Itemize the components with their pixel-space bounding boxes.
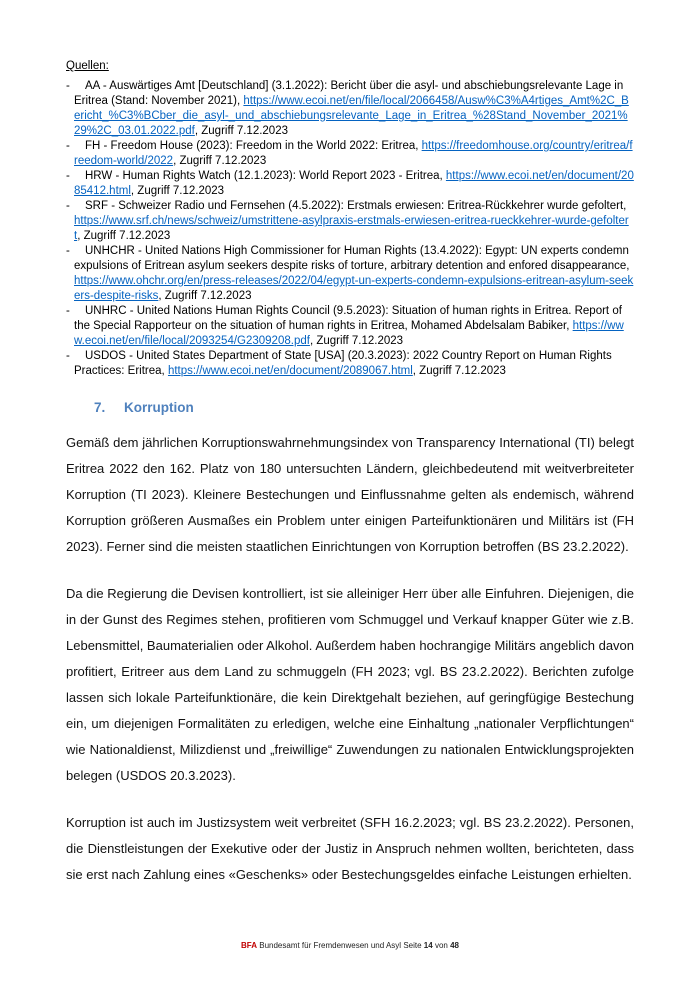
source-text: , Zugriff 7.12.2023: [173, 155, 267, 167]
list-bullet: -: [66, 245, 70, 257]
list-bullet: -: [66, 170, 70, 182]
source-link[interactable]: https://www.ecoi.net/en/file/local/2093254/G2309208.pdf: [74, 320, 624, 347]
source-text: UNHRC - United Nations Human Rights Council (9.5.2023): Situation of human rights in Eritrea. Report of the Special Rapporteur on the situation of human rights in Eritrea, Mohamed Abdelsalam Babiker,: [74, 305, 622, 332]
source-text: , Zugriff 7.12.2023: [309, 335, 404, 347]
paragraph-smuggling: Da die Regierung die Devisen kontrolliert, ist sie alleiniger Herr über alle Einfuhren. Diejenigen, die in der Gunst des Regimes stehen, profitieren vom Schmuggel und Verkauf knapper Güter wie z.B. Lebensmittel, Baumaterialien oder Alkohol. Außerdem haben hochrangige Militärs angeblich davon profitiert, Eritreer aus dem Land zu schmuggeln (FH 2023; vgl. BS 23.2.2022). Berichten zufolge lassen sich lokale Parteifunktionäre, die kein Direktgehalt beziehen, auf geringfügige Bestechung ein, um diejenigen Formalitäten zu erledigen, welche eine Einhaltung „nationaler Verpflichtungen“ wie Nationaldienst, Milizdienst und „freiwillige“ Zuwendungen zu nationalen Entwicklungsprojekten belegen (USDOS 20.3.2023).: [66, 586, 635, 783]
source-link[interactable]: https://www.ohchr.org/en/press-releases/2022/04/egypt-un-experts-condemn-expulsions-eritrean-asylum-seekers-despite-risks: [74, 275, 634, 302]
source-text: AA - Auswärtiges Amt [Deutschland] (3.1.2022): Bericht über die asyl- und abschiebungsrelevante Lage in Eritrea (Stand: November 2021),: [74, 80, 624, 107]
list-bullet: -: [66, 350, 70, 362]
section-number: 7.: [94, 400, 106, 415]
section-title: Korruption: [124, 400, 194, 415]
source-text: HRW - Human Rights Watch (12.1.2023): World Report 2023 - Eritrea,: [85, 170, 446, 182]
source-text: , Zugriff 7.12.2023: [158, 290, 252, 302]
source-text: USDOS - United States Department of State [USA] (20.3.2023): 2022 Country Report on Human Rights Practices: Eritrea,: [74, 350, 612, 377]
source-text: , Zugriff 7.12.2023: [194, 125, 288, 137]
source-text: , Zugriff 7.12.2023: [77, 230, 171, 242]
list-bullet: -: [66, 200, 70, 212]
source-item: [66, 79, 634, 139]
source-item: [66, 199, 634, 244]
sources-title: Quellen:: [66, 60, 109, 72]
source-text: SRF - Schweizer Radio und Fernsehen (4.5.2022): Erstmals erwiesen: Eritrea-Rückkehrer wurde gefoltert,: [85, 200, 627, 212]
footer-page-number: 14: [423, 941, 433, 950]
footer-org: Bundesamt für Fremdenwesen und Asyl: [259, 941, 402, 950]
footer-brand: BFA: [241, 941, 257, 950]
source-link[interactable]: https://freedomhouse.org/country/eritrea/freedom-world/2022: [74, 140, 633, 167]
page-footer: [0, 941, 700, 950]
list-bullet: -: [66, 140, 70, 152]
source-link[interactable]: https://www.ecoi.net/en/file/local/2066458/Ausw%C3%A4rtiges_Amt%2C_Bericht_%C3%BCber_die_asyl-_und_abschiebungsrelevante_Lage_in_Eritrea_%28Stand_November_2021%29%2C_03.01.2022.pdf: [74, 95, 629, 137]
body-text: [66, 430, 634, 888]
source-link[interactable]: https://www.ecoi.net/en/document/2085412.html: [74, 170, 634, 197]
footer-seite-label: Seite: [403, 941, 422, 950]
source-link[interactable]: https://www.srf.ch/news/schweiz/umstrittene-asylpraxis-erstmals-erwiesen-eritrea-rueckkehrer-wurde-gefoltert: [74, 215, 629, 242]
source-text: FH - Freedom House (2023): Freedom in the World 2022: Eritrea,: [85, 140, 422, 152]
source-item: [66, 349, 634, 379]
sources-list: [66, 79, 634, 379]
source-item: [66, 304, 634, 349]
footer-von-label: von: [434, 941, 448, 950]
paragraph-justice-system: Korruption ist auch im Justizsystem weit verbreitet (SFH 16.2.2023; vgl. BS 23.2.2022). Personen, die Dienstleistungen der Exekutive oder der Justiz in Anspruch nehmen wollten, berichteten, dass sie erst nach Zahlung eines «Geschenks» oder Bestechungsgeldes einfache Leistungen erhielten.: [66, 815, 634, 882]
source-item: [66, 139, 634, 169]
section-heading: [66, 400, 634, 415]
list-bullet: -: [66, 80, 70, 92]
source-text: UNHCHR - United Nations High Commissioner for Human Rights (13.4.2022): Egypt: UN experts condemn expulsions of Eritrean asylum seekers despite risks of torture, arbitrary detention and enfored disappearance,: [74, 245, 630, 272]
source-text: , Zugriff 7.12.2023: [130, 185, 225, 197]
footer-total-pages: 48: [450, 941, 459, 950]
paragraph-corruption-index: Gemäß dem jährlichen Korruptionswahrnehmungsindex von Transparency International (TI) belegt Eritrea 2022 den 162. Platz von 180 untersuchten Ländern, gleichbedeutend mit weitverbreiteter Korruption (TI 2023). Kleinere Bestechungen und Einflussnahme gelten als endemisch, während Korruption größeren Ausmaßes ein Problem unter einigen Parteifunktionären und Militärs ist (FH 2023). Ferner sind die meisten staatlichen Einrichtungen von Korruption betroffen (BS 23.2.2022).: [66, 435, 634, 554]
list-bullet: -: [66, 305, 70, 317]
source-link[interactable]: https://www.ecoi.net/en/document/2089067.html: [167, 365, 413, 377]
source-item: [66, 169, 634, 199]
source-text: , Zugriff 7.12.2023: [412, 365, 506, 377]
source-item: [66, 244, 634, 304]
